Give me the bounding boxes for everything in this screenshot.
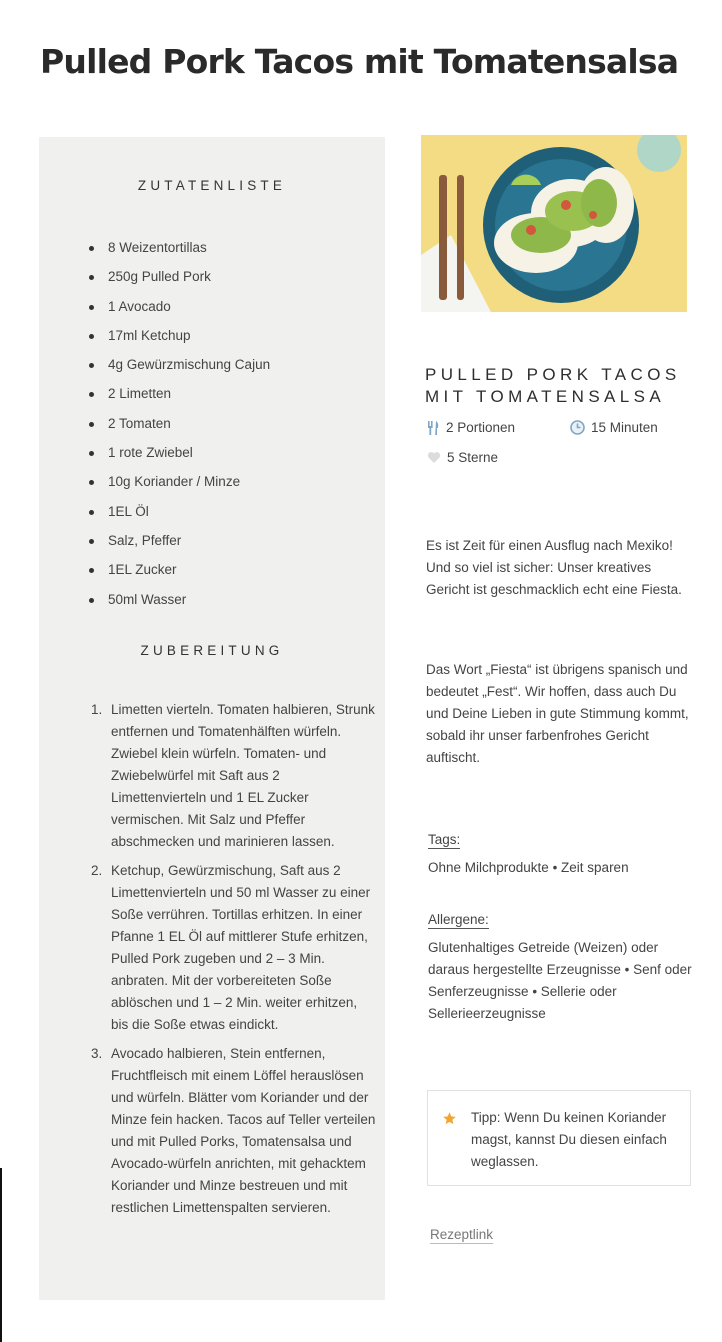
step-number: 3. [91, 1046, 103, 1061]
allergens-label: Allergene: [428, 912, 489, 927]
step-number: 2. [91, 863, 103, 878]
step-text: Ketchup, Gewürzmischung, Saft aus 2 Limettenvierteln und 50 ml Wasser zu einer Soße verrühren. Tortillas erhitzen. In einer Pfanne 1 EL Öl auf mittlerer Stufe erhitzen, Pulled Pork zugeben und 2 – 3 Min. anbraten. Mit der vorbereiteten Soße ablöschen und 1 – 2 Min. weiter erhitzen, bis die Soße etwas eindickt. [111, 863, 371, 1032]
tacos-photo-icon [421, 135, 687, 312]
step-list [91, 699, 377, 1226]
ingredient-item: 50ml Wasser [89, 585, 270, 614]
description-intro: Es ist Zeit für einen Ausflug nach Mexiko! Und so viel ist sicher: Unser kreatives Gericht ist geschmacklich echt eine Fiesta. [426, 538, 682, 597]
ingredient-item: 1 rote Zwiebel [89, 438, 270, 467]
tags-label: Tags: [428, 832, 461, 847]
ingredient-list [89, 233, 270, 614]
step-item [91, 699, 377, 853]
recipe-link[interactable]: Rezeptlink [430, 1227, 494, 1242]
step-number: 1. [91, 702, 103, 717]
portions-text: 2 Portionen [446, 420, 516, 435]
tags-text: Ohne Milchprodukte • Zeit sparen [428, 860, 629, 875]
ingredient-item: 17ml Ketchup [89, 321, 270, 350]
recipe-subtitle: PULLED PORK TACOS MIT TOMATENSALSA [425, 365, 681, 406]
page-title: Pulled Pork Tacos mit Tomatensalsa [40, 42, 679, 81]
rating [427, 450, 498, 465]
rating-text: 5 Sterne [447, 450, 499, 465]
ingredient-item: 4g Gewürzmischung Cajun [89, 350, 270, 379]
description-fiesta: Das Wort „Fiesta“ ist übrigens spanisch und bedeutet „Fest“. Wir hoffen, dass auch Du und Deine Lieben in gute Stimmung kommt, sobald ihr unser farbenfrohes Gericht auftischt. [426, 662, 689, 765]
preparation-heading: ZUBEREITUNG [140, 643, 284, 658]
ingredient-item: 1EL Zucker [89, 555, 270, 584]
time-text: 15 Minuten [591, 420, 658, 435]
cutlery-icon [427, 420, 440, 435]
recipe-image [421, 135, 687, 312]
step-text: Limetten vierteln. Tomaten halbieren, Strunk entfernen und Tomatenhälften würfeln. Zwiebel klein würfeln. Tomaten- und Zwiebelwürfel mit Saft aus 2 Limettenvierteln und 1 EL Zucker vermischen. Mit Salz und Pfeffer abschmecken und marinieren lassen. [111, 702, 375, 849]
ingredient-item: 1EL Öl [89, 497, 270, 526]
cook-time [570, 420, 658, 435]
clock-icon [570, 420, 585, 435]
allergens-text: Glutenhaltiges Getreide (Weizen) oder daraus hergestellte Erzeugnisse • Senf oder Senferzeugnisse • Sellerie oder Sellerieerzeugnisse [428, 940, 692, 1021]
ingredient-item: 10g Koriander / Minze [89, 467, 270, 496]
step-item [91, 860, 377, 1036]
ingredient-item: 1 Avocado [89, 292, 270, 321]
heart-icon [427, 451, 441, 464]
tip-text: Tipp: Wenn Du keinen Koriander magst, kannst Du diesen einfach weglassen. [471, 1110, 667, 1169]
star-icon [442, 1111, 457, 1126]
step-text: Avocado halbieren, Stein entfernen, Fruchtfleisch mit einem Löffel herauslösen und würfeln. Blätter vom Koriander und der Minze fein hacken. Tacos auf Teller verteilen und mit Pulled Porks, Tomatensalsa und Avocado-würfeln anrichten, mit gehacktem Koriander und Minze bestreuen und mit restlichen Limettenspalten servieren. [111, 1046, 376, 1215]
tip-box [427, 1090, 691, 1186]
ingredients-panel [39, 137, 385, 1300]
ingredient-item: 2 Tomaten [89, 409, 270, 438]
step-item [91, 1043, 377, 1219]
ingredients-heading: ZUTATENLISTE [137, 178, 287, 193]
ingredient-item: Salz, Pfeffer [89, 526, 270, 555]
portions [427, 420, 515, 435]
ingredient-item: 2 Limetten [89, 379, 270, 408]
edge-divider [0, 1168, 2, 1342]
ingredient-item: 8 Weizentortillas [89, 233, 270, 262]
ingredient-item: 250g Pulled Pork [89, 262, 270, 291]
